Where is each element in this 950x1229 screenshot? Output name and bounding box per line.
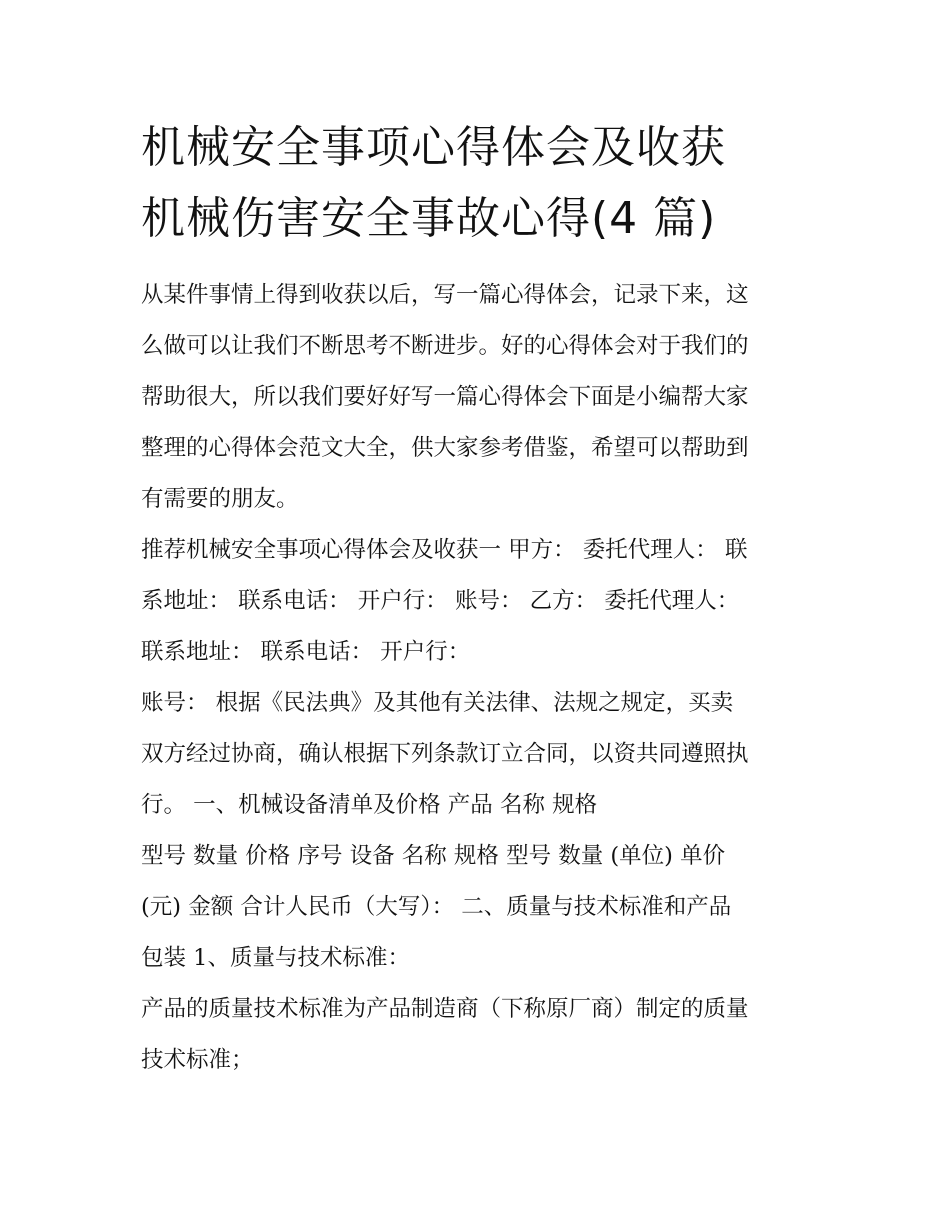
document-body bbox=[141, 112, 813, 1086]
text-line: 联系地址： 联系电话： 开户行： bbox=[141, 639, 471, 665]
text-line: 包装 1、质量与技术标准： bbox=[141, 945, 410, 971]
title-line: 机械安全事项心得体会及收获 bbox=[141, 122, 726, 173]
text-line: 账号： 根据《民法典》及其他有关法律、法规之规定，买卖 bbox=[141, 690, 734, 716]
text-line: 整理的心得体会范文大全，供大家参考借鉴，希望可以帮助到 bbox=[141, 435, 749, 461]
intro-paragraph bbox=[141, 270, 813, 525]
title-line: 机械伤害安全事故心得(4 篇) bbox=[141, 193, 717, 244]
text-line: 么做可以让我们不断思考不断进步。好的心得体会对于我们的 bbox=[141, 333, 749, 359]
text-line: 产品的质量技术标准为产品制造商（下称原厂商）制定的质量 bbox=[141, 996, 749, 1022]
text-line: 技术标准； bbox=[141, 1047, 254, 1073]
document-title bbox=[141, 112, 813, 254]
text-line: (元) 金额 合计人民币（大写）： 二、质量与技术标准和产品 bbox=[141, 894, 732, 920]
text-line: 从某件事情上得到收获以后，写一篇心得体会，记录下来，这 bbox=[141, 282, 749, 308]
text-line: 有需要的朋友。 bbox=[141, 486, 299, 512]
text-line: 型号 数量 价格 序号 设备 名称 规格 型号 数量 (单位) 单价 bbox=[141, 843, 726, 869]
parties-paragraph bbox=[141, 525, 813, 678]
text-line: 行。 一、机械设备清单及价格 产品 名称 规格 bbox=[141, 792, 598, 818]
text-line: 推荐机械安全事项心得体会及收获一 甲方： 委托代理人： 联 bbox=[141, 537, 748, 563]
quality-standard-paragraph bbox=[141, 984, 813, 1086]
equipment-list-paragraph bbox=[141, 831, 813, 984]
text-line: 双方经过协商，确认根据下列条款订立合同，以资共同遵照执 bbox=[141, 741, 749, 767]
text-line: 帮助很大，所以我们要好好写一篇心得体会下面是小编帮大家 bbox=[141, 384, 749, 410]
agreement-paragraph bbox=[141, 678, 813, 831]
text-line: 系地址： 联系电话： 开户行： 账号： 乙方： 委托代理人： bbox=[141, 588, 740, 614]
